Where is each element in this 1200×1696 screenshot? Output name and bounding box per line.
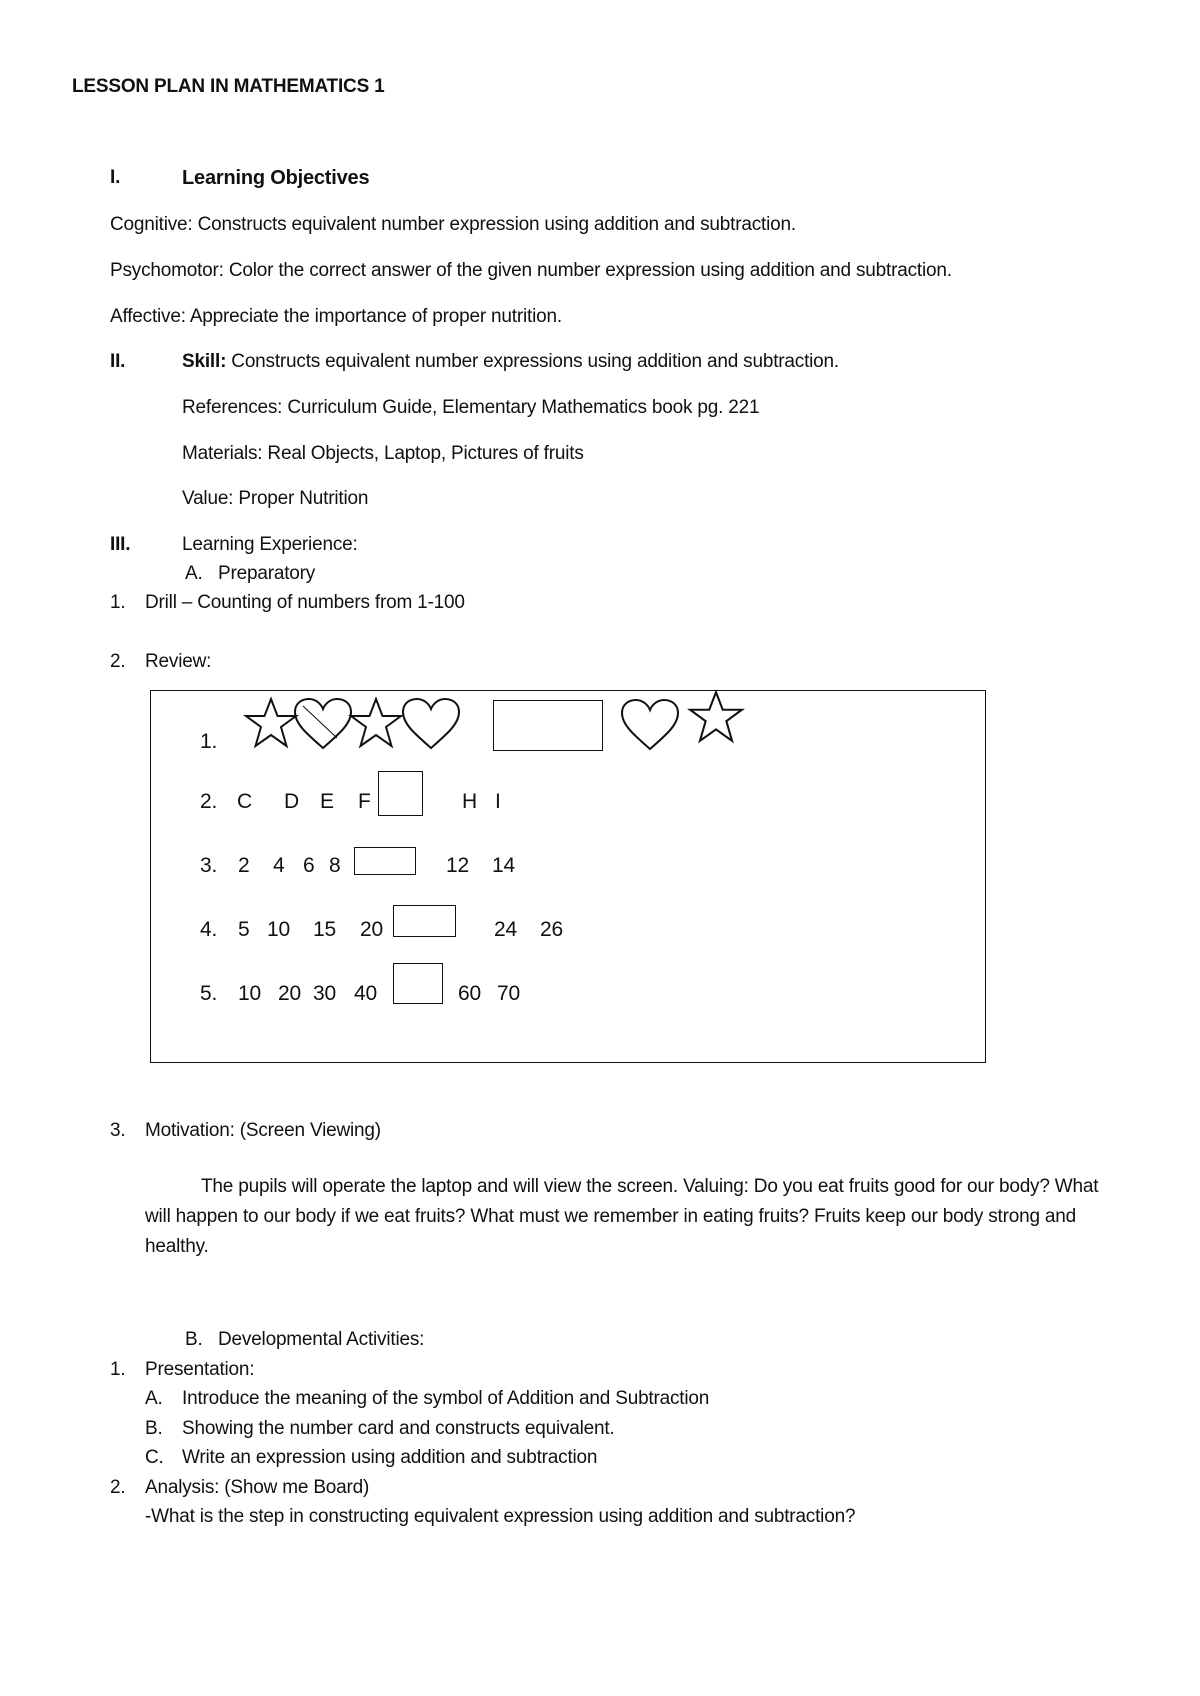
cognitive-objective: Cognitive: Constructs equivalent number expression using addition and subtraction. bbox=[110, 214, 796, 235]
number-item: 12 bbox=[446, 854, 469, 877]
letter-item: E bbox=[320, 790, 334, 813]
answer-blank-1[interactable] bbox=[493, 700, 603, 751]
psychomotor-objective: Psychomotor: Color the correct answer of the given number expression using addition and subtraction. bbox=[110, 260, 952, 281]
letter-item: D bbox=[284, 790, 299, 813]
review-row-2-number: 2. bbox=[200, 790, 218, 813]
materials-line: Materials: Real Objects, Laptop, Pictures of fruits bbox=[182, 443, 584, 464]
analysis-text: Analysis: (Show me Board) bbox=[145, 1477, 370, 1498]
presentation-a-letter: A. bbox=[145, 1388, 163, 1409]
skill-text: Constructs equivalent number expressions using addition and subtraction. bbox=[226, 351, 839, 372]
answer-blank-3[interactable] bbox=[354, 847, 416, 875]
letter-item: F bbox=[358, 790, 371, 813]
presentation-c-letter: C. bbox=[145, 1447, 164, 1468]
letter-item: C bbox=[237, 790, 252, 813]
part-b-label: Developmental Activities: bbox=[218, 1329, 425, 1350]
presentation-b-text: Showing the number card and constructs equivalent. bbox=[182, 1418, 615, 1439]
skill-line bbox=[182, 351, 839, 373]
number-item: 10 bbox=[238, 982, 261, 1005]
drill-number: 1. bbox=[110, 592, 126, 613]
number-item: 40 bbox=[354, 982, 377, 1005]
number-item: 26 bbox=[540, 918, 563, 941]
number-item: 30 bbox=[313, 982, 336, 1005]
analysis-question: -What is the step in constructing equivalent expression using addition and subtraction? bbox=[145, 1506, 856, 1527]
drill-text: Drill – Counting of numbers from 1-100 bbox=[145, 592, 465, 613]
number-item: 14 bbox=[492, 854, 515, 877]
references-line: References: Curriculum Guide, Elementary Mathematics book pg. 221 bbox=[182, 397, 760, 418]
heart-icon bbox=[620, 699, 680, 753]
section-2-numeral: II. bbox=[110, 351, 126, 372]
number-item: 15 bbox=[313, 918, 336, 941]
number-item: 8 bbox=[329, 854, 341, 877]
number-item: 10 bbox=[267, 918, 290, 941]
review-row-3-number: 3. bbox=[200, 854, 218, 877]
motivation-text: Motivation: (Screen Viewing) bbox=[145, 1120, 381, 1141]
star-icon bbox=[243, 697, 299, 749]
part-a-letter: A. bbox=[185, 563, 203, 584]
part-b-letter: B. bbox=[185, 1329, 203, 1350]
number-item: 20 bbox=[360, 918, 383, 941]
star-icon bbox=[687, 690, 745, 744]
review-row-4-number: 4. bbox=[200, 918, 218, 941]
number-item: 20 bbox=[278, 982, 301, 1005]
part-a-label: Preparatory bbox=[218, 563, 316, 584]
number-item: 5 bbox=[238, 918, 250, 941]
section-1-heading: Learning Objectives bbox=[182, 167, 370, 189]
presentation-a-text: Introduce the meaning of the symbol of Addition and Subtraction bbox=[182, 1388, 710, 1409]
star-icon bbox=[348, 697, 404, 749]
heart-icon bbox=[293, 698, 353, 752]
skill-label: Skill: bbox=[182, 351, 227, 372]
presentation-number: 1. bbox=[110, 1359, 126, 1380]
motivation-paragraph: The pupils will operate the laptop and will view the screen. Valuing: Do you eat fruits good for our body? What will happen to our body if we eat fruits? What must we remember in eating fruits? Fruits keep our body strong and healthy. bbox=[145, 1176, 1099, 1257]
presentation-b-letter: B. bbox=[145, 1418, 163, 1439]
review-row-1-number: 1. bbox=[200, 730, 218, 753]
answer-blank-4[interactable] bbox=[393, 905, 456, 937]
review-row-5-number: 5. bbox=[200, 982, 218, 1005]
review-number: 2. bbox=[110, 651, 126, 672]
value-line: Value: Proper Nutrition bbox=[182, 488, 369, 509]
letter-item: I bbox=[495, 790, 501, 813]
presentation-text: Presentation: bbox=[145, 1359, 255, 1380]
motivation-number: 3. bbox=[110, 1120, 126, 1141]
section-1-numeral: I. bbox=[110, 167, 121, 188]
letter-item: H bbox=[462, 790, 477, 813]
number-item: 24 bbox=[494, 918, 517, 941]
section-3-heading: Learning Experience: bbox=[182, 534, 358, 555]
review-text: Review: bbox=[145, 651, 212, 672]
document-title: LESSON PLAN IN MATHEMATICS 1 bbox=[72, 76, 385, 97]
analysis-number: 2. bbox=[110, 1477, 126, 1498]
section-3-numeral: III. bbox=[110, 534, 131, 555]
number-item: 4 bbox=[273, 854, 285, 877]
number-item: 6 bbox=[303, 854, 315, 877]
number-item: 60 bbox=[458, 982, 481, 1005]
heart-icon bbox=[401, 698, 461, 752]
answer-blank-5[interactable] bbox=[393, 963, 443, 1004]
affective-objective: Affective: Appreciate the importance of proper nutrition. bbox=[110, 306, 562, 327]
answer-blank-2[interactable] bbox=[378, 771, 423, 816]
number-item: 2 bbox=[238, 854, 250, 877]
number-item: 70 bbox=[497, 982, 520, 1005]
presentation-c-text: Write an expression using addition and subtraction bbox=[182, 1447, 598, 1468]
